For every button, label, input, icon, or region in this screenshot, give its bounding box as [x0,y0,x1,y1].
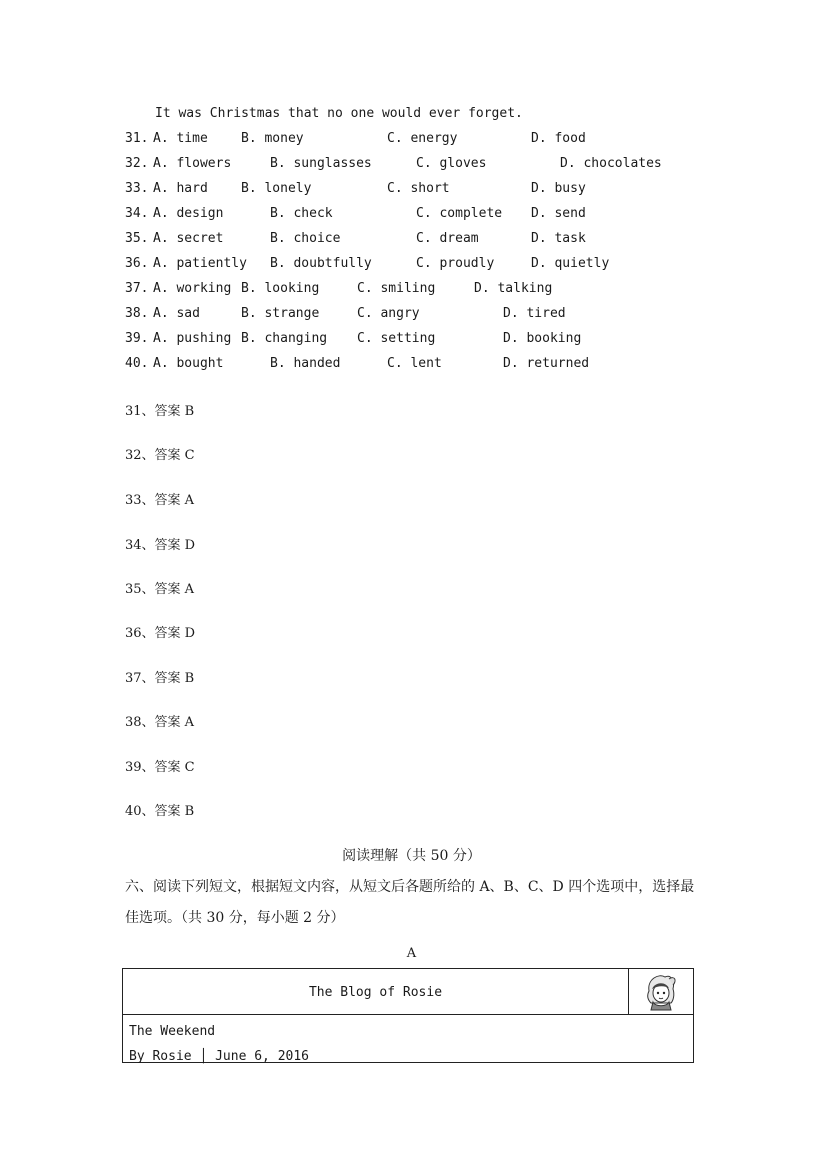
question-number: 31. [125,131,149,146]
option-a: A. hard [153,181,208,196]
question-number: 36. [125,256,149,271]
blog-header [123,969,693,1015]
answer-line: 32、答案 C [125,448,195,463]
question-number: 33. [125,181,149,196]
section-title: 阅读理解（共 50 分） [342,848,481,864]
option-b: B. handed [270,356,341,371]
question-number: 37. [125,281,149,296]
option-b: B. doubtfully [270,256,372,271]
option-d: D. task [531,231,586,246]
option-c: C. lent [387,356,442,371]
blog-box [122,968,694,1063]
question-number: 35. [125,231,149,246]
answer-line: 40、答案 B [125,804,195,819]
option-c: C. setting [357,331,436,346]
answer-line: 34、答案 D [125,538,196,553]
answer-line: 39、答案 C [125,760,195,775]
option-a: A. design [153,206,224,221]
blog-post-title: The Weekend [129,1024,216,1039]
answer-line: 38、答案 A [125,715,195,730]
answer-line: 36、答案 D [125,626,196,641]
option-a: A. bought [153,356,224,371]
option-d: D. quietly [531,256,610,271]
option-c: C. complete [416,206,503,221]
option-c: C. dream [416,231,479,246]
option-b: B. lonely [241,181,312,196]
option-b: B. money [241,131,304,146]
option-d: D. food [531,131,586,146]
option-c: C. angry [357,306,420,321]
option-c: C. short [387,181,450,196]
question-number: 38. [125,306,149,321]
answer-line: 33、答案 A [125,493,195,508]
option-d: D. busy [531,181,586,196]
option-a: A. patiently [153,256,247,271]
option-d: D. tired [503,306,566,321]
option-b: B. choice [270,231,341,246]
answer-line: 31、答案 B [125,404,195,419]
answer-line: 37、答案 B [125,671,195,686]
option-a: A. secret [153,231,224,246]
blog-byline: By Rosie │ June 6, 2016 [129,1049,310,1064]
option-a: A. flowers [153,156,232,171]
option-c: C. proudly [416,256,495,271]
option-c: C. gloves [416,156,487,171]
option-c: C. energy [387,131,458,146]
answer-line: 35、答案 A [125,582,195,597]
blog-title: The Blog of Rosie [123,969,629,1014]
option-d: D. booking [503,331,582,346]
girl-avatar-icon [629,969,693,1014]
option-d: D. returned [503,356,590,371]
option-b: B. looking [241,281,320,296]
question-number: 40. [125,356,149,371]
option-b: B. changing [241,331,328,346]
question-number: 32. [125,156,149,171]
passage-closing-line: It was Christmas that no one would ever forget. [155,106,523,121]
passage-letter: A [406,946,417,961]
option-b: B. strange [241,306,320,321]
question-number: 39. [125,331,149,346]
option-d: D. send [531,206,586,221]
blog-post-meta [129,1019,309,1069]
option-a: A. pushing [153,331,232,346]
option-b: B. check [270,206,333,221]
option-a: A. working [153,281,232,296]
option-a: A. time [153,131,208,146]
option-c: C. smiling [357,281,436,296]
option-a: A. sad [153,306,200,321]
option-d: D. talking [474,281,553,296]
option-b: B. sunglasses [270,156,372,171]
option-d: D. chocolates [560,156,662,171]
section-instructions: 六、阅读下列短文，根据短文内容，从短文后各题所给的 A、B、C、D 四个选项中，选择最佳选项。（共 30 分，每小题 2 分） [125,879,695,926]
question-number: 34. [125,206,149,221]
